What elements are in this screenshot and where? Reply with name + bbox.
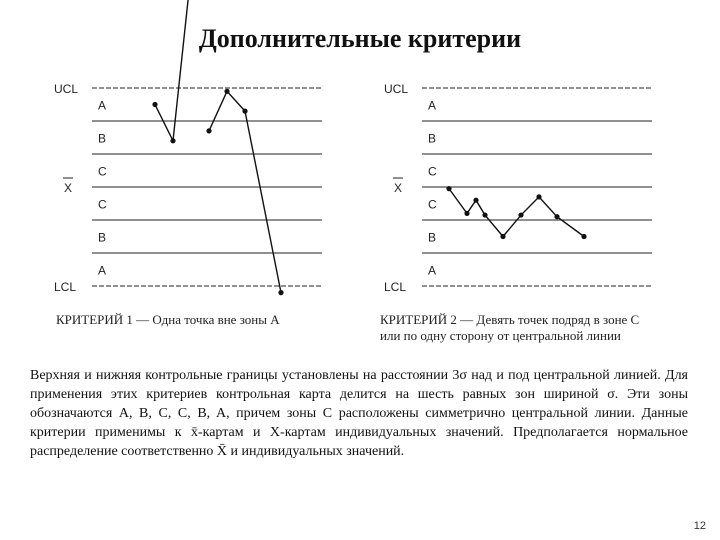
center-label: X bbox=[394, 181, 403, 195]
data-point bbox=[242, 109, 247, 114]
page-number: 12 bbox=[693, 520, 706, 532]
zone-label-c: C bbox=[98, 164, 107, 179]
zone-label-c: C bbox=[428, 164, 437, 179]
series-line bbox=[155, 0, 191, 141]
control-chart-criterion-2 bbox=[382, 78, 682, 298]
zone-label-a: A bbox=[428, 263, 437, 278]
zone-label-a: A bbox=[98, 98, 107, 113]
zone-label-b: B bbox=[428, 230, 437, 245]
center-label: X bbox=[64, 181, 73, 195]
data-point bbox=[581, 234, 586, 239]
zone-label-b: B bbox=[98, 230, 107, 245]
slide-title: Дополнительные критерии bbox=[198, 24, 522, 53]
data-point bbox=[473, 198, 478, 203]
ucl-label: UCL bbox=[54, 82, 79, 96]
data-point bbox=[206, 128, 211, 133]
data-point bbox=[224, 89, 229, 94]
data-point bbox=[554, 214, 559, 219]
data-point bbox=[482, 212, 487, 217]
chart-caption-criterion-1: КРИТЕРИЙ 1 — Одна точка вне зоны А bbox=[56, 312, 280, 327]
data-point bbox=[518, 212, 523, 217]
data-point bbox=[152, 102, 157, 107]
zone-label-b: B bbox=[98, 131, 107, 146]
control-chart-criterion-1 bbox=[52, 78, 352, 298]
zone-label-b: B bbox=[428, 131, 437, 146]
data-point bbox=[536, 194, 541, 199]
zone-label-c: C bbox=[428, 197, 437, 212]
ucl-label: UCL bbox=[384, 82, 409, 96]
data-point bbox=[170, 138, 175, 143]
zone-label-a: A bbox=[98, 263, 107, 278]
data-point bbox=[464, 211, 469, 216]
body-paragraph: Верхняя и нижняя контрольные границы установлены на расстоянии 3σ над и под центральной линией. Для применения этих критериев контрольная карта делится на шесть равных зон шириной σ. Эти зоны обозначаются A, B, C, C, B, A, причем зоны C расположены симметрично центральной линии. Данные критерии применимы к x̄-картам и X-картам индивидуальных значений. Предполагается нормальное распределение соответственно X̄ и индивидуальных значений. bbox=[30, 368, 688, 459]
zone-label-c: C bbox=[98, 197, 107, 212]
zone-label-a: A bbox=[428, 98, 437, 113]
lcl-label: LCL bbox=[384, 280, 407, 294]
data-point bbox=[446, 186, 451, 191]
data-point bbox=[500, 234, 505, 239]
chart-caption-criterion-2: КРИТЕРИЙ 2 — Девять точек подряд в зоне C или по одну сторону от центральной линии bbox=[380, 312, 640, 343]
lcl-label: LCL bbox=[54, 280, 77, 294]
data-point bbox=[278, 290, 283, 295]
